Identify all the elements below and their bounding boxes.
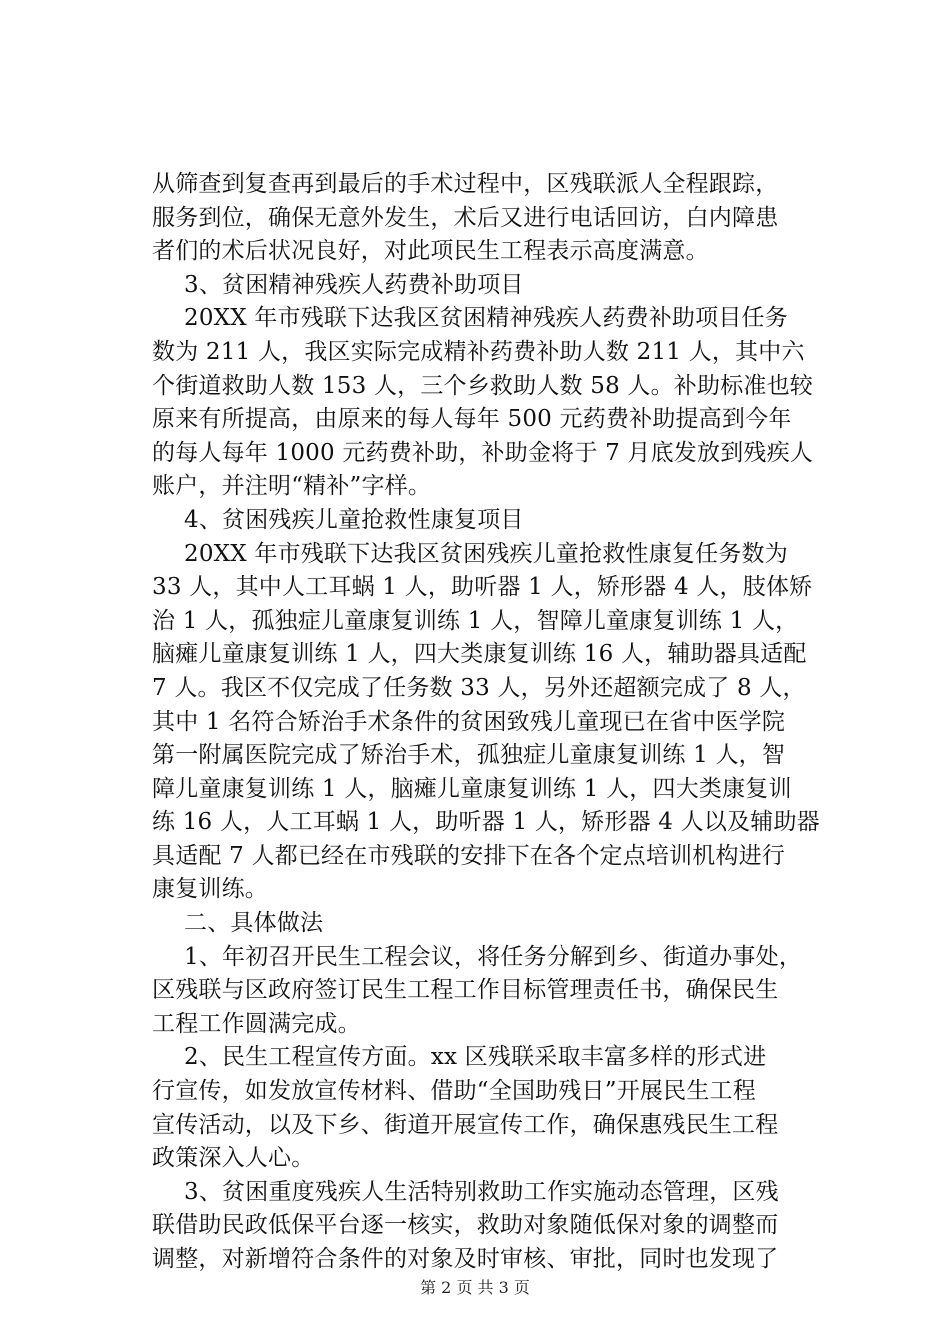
text-line: 4、贫困残疾儿童抢救性康复项目 bbox=[184, 506, 524, 533]
text-line: 治 1 人，孤独症儿童康复训练 1 人，智障儿童康复训练 1 人， bbox=[152, 607, 799, 634]
text-line: 工程工作圆满完成。 bbox=[152, 1010, 361, 1037]
text-line: 个街道救助人数 153 人，三个乡救助人数 58 人。补助标准也较 bbox=[152, 372, 814, 399]
text-line: 数为 211 人，我区实际完成精补药费补助人数 211 人，其中六 bbox=[152, 338, 805, 365]
text-line: 宣传活动，以及下乡、街道开展宣传工作，确保惠残民生工程 bbox=[152, 1111, 779, 1138]
text-line: 区残联与区政府签订民生工程工作目标管理责任书，确保民生 bbox=[152, 977, 779, 1004]
text-line: 脑瘫儿童康复训练 1 人，四大类康复训练 16 人，辅助器具适配 bbox=[152, 641, 807, 668]
text-line: 2、民生工程宣传方面。xx 区残联采取丰富多样的形式进 bbox=[184, 1044, 767, 1071]
text-line: 从筛查到复查再到最后的手术过程中，区残联派人全程跟踪， bbox=[152, 171, 779, 197]
text-line: 服务到位，确保无意外发生，术后又进行电话回访，白内障患 bbox=[152, 204, 779, 231]
text-line: 7 人。我区不仅完成了任务数 33 人，另外还超额完成了 8 人， bbox=[152, 674, 806, 701]
text-line: 康复训练。 bbox=[152, 876, 268, 903]
text-line: 政策深入人心。 bbox=[152, 1145, 315, 1172]
text-line: 者们的术后状况良好，对此项民生工程表示高度满意。 bbox=[152, 238, 709, 265]
text-line: 障儿童康复训练 1 人，脑瘫儿童康复训练 1 人，四大类康复训 bbox=[152, 775, 792, 802]
text-line: 练 16 人，人工耳蜗 1 人，助听器 1 人，矫形器 4 人以及辅助器 bbox=[152, 809, 820, 836]
text-line: 20XX 年市残联下达我区贫困精神残疾人药费补助项目任务 bbox=[184, 305, 788, 332]
text-line: 1、年初召开民生工程会议，将任务分解到乡、街道办事处， bbox=[184, 943, 803, 970]
page-footer: 第 2 页 共 3 页 bbox=[420, 1278, 530, 1297]
text-line: 调整，对新增符合条件的对象及时审核、审批，同时也发现了 bbox=[152, 1246, 779, 1272]
text-line: 原来有所提高，由原来的每人每年 500 元药费补助提高到今年 bbox=[152, 406, 792, 433]
text-line: 账户，并注明“精补”字样。 bbox=[152, 473, 432, 500]
text-line: 具适配 7 人都已经在市残联的安排下在各个定点培训机构进行 bbox=[152, 842, 786, 869]
text-line: 第一附属医院完成了矫治手术，孤独症儿童康复训练 1 人，智 bbox=[152, 742, 786, 769]
text-line: 3、贫困精神残疾人药费补助项目 bbox=[184, 271, 524, 298]
text-line: 其中 1 名符合矫治手术条件的贫困致残儿童现已在省中医学院 bbox=[152, 708, 786, 735]
text-line: 33 人，其中人工耳蜗 1 人，助听器 1 人，矫形器 4 人，肢体矫 bbox=[152, 574, 813, 601]
text-line: 3、贫困重度残疾人生活特别救助工作实施动态管理，区残 bbox=[184, 1178, 779, 1205]
text-line: 20XX 年市残联下达我区贫困残疾儿童抢救性康复任务数为 bbox=[184, 540, 788, 567]
text-line: 二、具体做法 bbox=[184, 910, 324, 937]
text-line: 行宣传，如发放宣传材料、借助“全国助残日”开展民生工程 bbox=[152, 1078, 756, 1105]
text-line: 联借助民政低保平台逐一核实，救助对象随低保对象的调整而 bbox=[152, 1212, 779, 1239]
document-body bbox=[152, 168, 832, 1277]
text-line: 的每人每年 1000 元药费补助，补助金将于 7 月底发放到残疾人 bbox=[152, 439, 814, 466]
